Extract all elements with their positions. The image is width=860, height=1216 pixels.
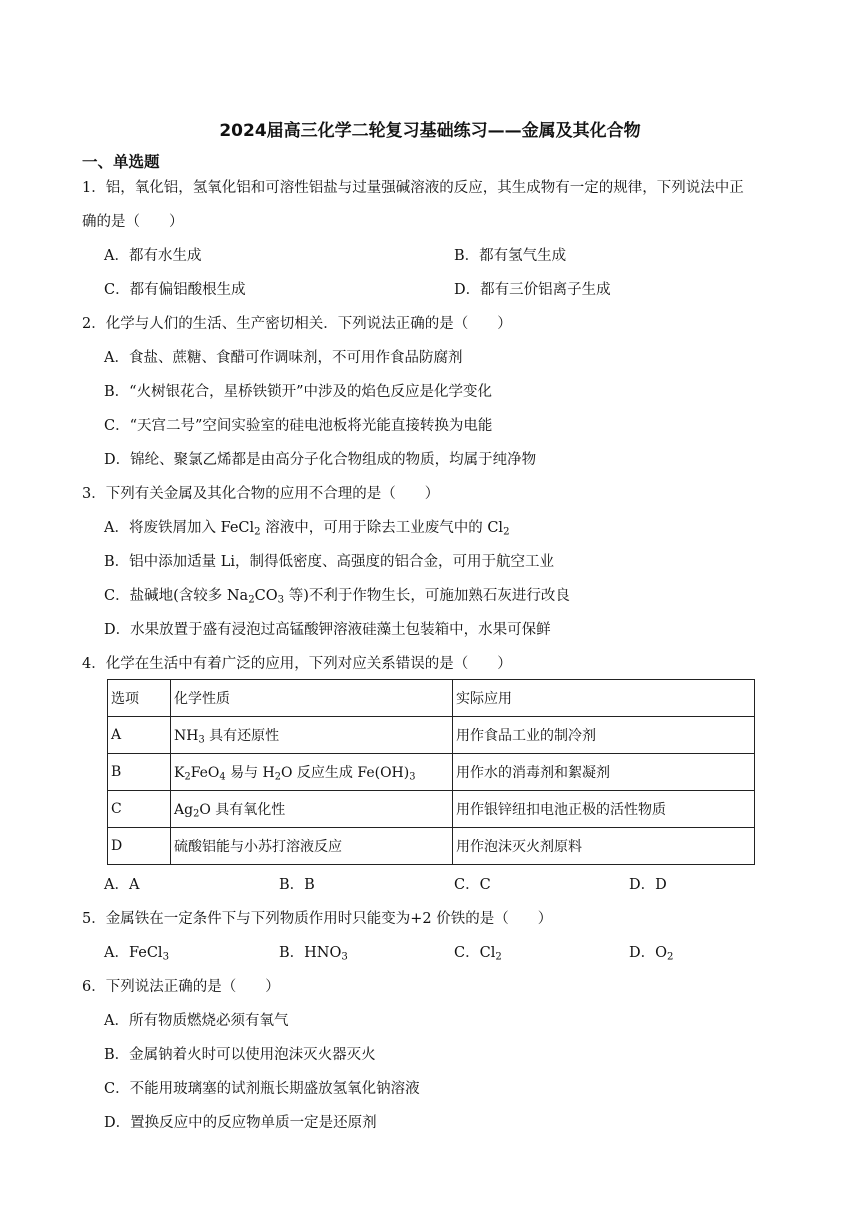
question-6-option-c: C．不能用玻璃塞的试剂瓶长期盛放氢氧化钠溶液 bbox=[104, 1081, 420, 1097]
question-4-table bbox=[107, 679, 755, 865]
question-6-option-d: D．置换反应中的反应物单质一定是还原剂 bbox=[104, 1115, 377, 1131]
question-4-stem: 4．化学在生活中有着广泛的应用，下列对应关系错误的是（ ） bbox=[82, 656, 512, 672]
question-4-option-b: B．B bbox=[279, 877, 315, 893]
question-1-option-a: A．都有水生成 bbox=[104, 248, 202, 264]
table-cell-option: C bbox=[108, 791, 171, 828]
question-3-stem: 3．下列有关金属及其化合物的应用不合理的是（ ） bbox=[82, 486, 440, 502]
question-6-stem: 6．下列说法正确的是（ ） bbox=[82, 979, 280, 995]
document-title: 2024届高三化学二轮复习基础练习——金属及其化合物 bbox=[219, 121, 641, 141]
question-1-option-d: D．都有三价铝离子生成 bbox=[454, 282, 611, 298]
table-row bbox=[108, 717, 755, 754]
table-cell-option: A bbox=[108, 717, 171, 754]
table-cell-application: 用作食品工业的制冷剂 bbox=[453, 717, 755, 754]
table-cell-property: $NH_3$ 具有还原性 bbox=[171, 717, 453, 754]
table-header-cell: 化学性质 bbox=[171, 680, 453, 717]
question-1-option-c: C．都有偏铝酸根生成 bbox=[104, 282, 246, 298]
question-3-option-a: A．将废铁屑加入 FeCl$_2$ 溶液中，可用于除去工业废气中的 $Cl_2$ bbox=[104, 520, 510, 538]
table-cell-option: B bbox=[108, 754, 171, 791]
question-6-option-b: B．金属钠着火时可以使用泡沫灭火器灭火 bbox=[104, 1047, 376, 1063]
question-4-option-a: A．A bbox=[104, 877, 140, 893]
table-cell-application: 用作银锌纽扣电池正极的活性物质 bbox=[453, 791, 755, 828]
question-5-option-a: A．FeCl$_3$ bbox=[104, 945, 170, 963]
question-6-option-a: A．所有物质燃烧必须有氧气 bbox=[104, 1013, 289, 1029]
table-cell-property: 硫酸铝能与小苏打溶液反应 bbox=[171, 828, 453, 865]
question-3-option-d: D．水果放置于盛有浸泡过高锰酸钾溶液硅藻土包装箱中，水果可保鲜 bbox=[104, 622, 551, 638]
table-cell-application: 用作泡沫灭火剂原料 bbox=[453, 828, 755, 865]
table-header-cell: 选项 bbox=[108, 680, 171, 717]
question-1-stem-line1: 1．铝，氧化铝，氢氧化铝和可溶性铝盐与过量强碱溶液的反应，其生成物有一定的规律，下列说法中正 bbox=[82, 180, 744, 196]
question-5-stem: 5．金属铁在一定条件下与下列物质作用时只能变为+2 价铁的是（ ） bbox=[82, 911, 553, 927]
question-2-option-c: C．“天宫二号”空间实验室的硅电池板将光能直接转换为电能 bbox=[104, 418, 493, 434]
section-heading: 一、单选题 bbox=[82, 153, 160, 171]
question-1-option-b: B．都有氢气生成 bbox=[454, 248, 567, 264]
table-row bbox=[108, 754, 755, 791]
table-cell-property: $Ag_2O$ 具有氧化性 bbox=[171, 791, 453, 828]
table-cell-option: D bbox=[108, 828, 171, 865]
question-3-option-c: C．盐碱地(含较多 $Na_2CO_3$ 等)不利于作物生长，可施加熟石灰进行改良 bbox=[104, 588, 570, 606]
question-4-option-d: D．D bbox=[629, 877, 667, 893]
question-5-option-b: B．$HNO_3$ bbox=[279, 945, 348, 963]
table-header-cell: 实际应用 bbox=[453, 680, 755, 717]
table-row bbox=[108, 828, 755, 865]
question-2-option-a: A．食盐、蔗糖、食醋可作调味剂，不可用作食品防腐剂 bbox=[104, 350, 463, 366]
table-cell-property: $K_2FeO_4$ 易与 $H_2O$ 反应生成 $Fe(OH)_3$ bbox=[171, 754, 453, 791]
question-2-option-b: B．“火树银花合，星桥铁锁开”中涉及的焰色反应是化学变化 bbox=[104, 384, 492, 400]
table-cell-application: 用作水的消毒剂和絮凝剂 bbox=[453, 754, 755, 791]
question-2-stem: 2．化学与人们的生活、生产密切相关．下列说法正确的是（ ） bbox=[82, 316, 512, 332]
question-2-option-d: D．锦纶、聚氯乙烯都是由高分子化合物组成的物质，均属于纯净物 bbox=[104, 452, 537, 468]
question-1-stem-line2: 确的是（ ） bbox=[82, 214, 184, 230]
question-4-option-c: C．C bbox=[454, 877, 491, 893]
question-5-option-c: C．$Cl_2$ bbox=[454, 945, 502, 963]
question-5-option-d: D．$O_2$ bbox=[629, 945, 674, 963]
table-row bbox=[108, 791, 755, 828]
table-header-row bbox=[108, 680, 755, 717]
question-3-option-b: B．铝中添加适量 Li，制得低密度、高强度的铝合金，可用于航空工业 bbox=[104, 554, 555, 570]
